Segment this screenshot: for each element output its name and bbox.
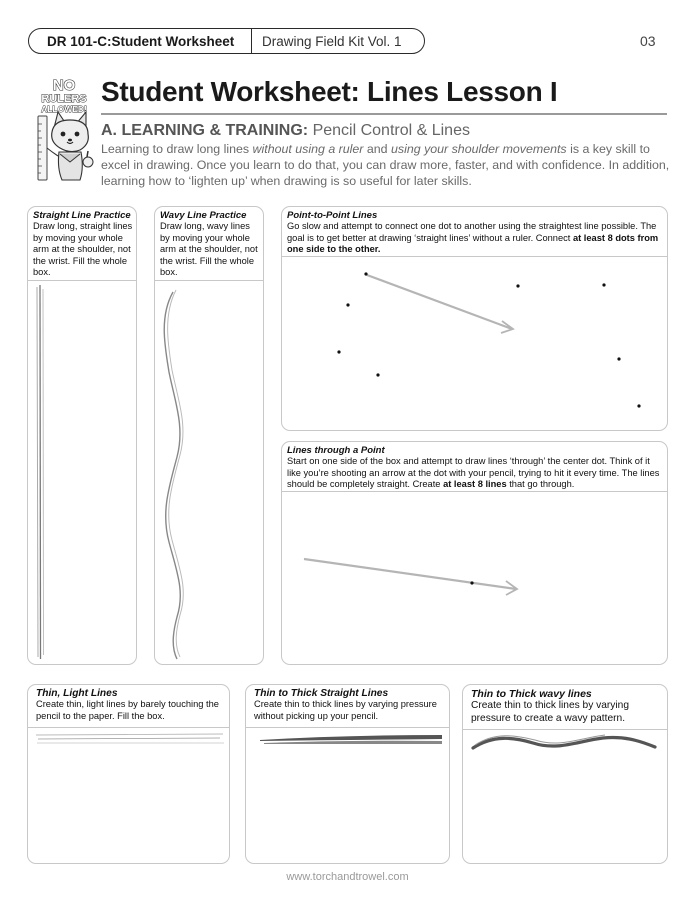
box-title: Straight Line Practice [33, 210, 131, 221]
lines-through-point-box[interactable] [281, 441, 668, 665]
box-title: Thin to Thick Straight Lines [254, 688, 389, 699]
box-instructions: Create thin to thick lines by varying pressure without picking up your pencil. [254, 699, 437, 721]
page-title: Student Worksheet: Lines Lesson I [101, 76, 558, 107]
sample-wavy-lines [155, 207, 265, 666]
wavy-line-practice-box[interactable] [154, 206, 264, 665]
box-title: Wavy Line Practice [160, 210, 247, 221]
intro-text: and [363, 142, 391, 156]
box-instructions: Create thin, light lines by barely touching the pencil to the paper. Fill the box. [36, 699, 219, 721]
dot [617, 357, 620, 360]
dot [346, 303, 349, 306]
box-instructions: Draw long, wavy lines by moving your whole arm at the shoulder, not the wrist. Fill the whole box. [160, 221, 258, 277]
sample-thick-straight-lines [246, 685, 451, 865]
instructions-emphasis: at least 8 dots from one side to the other. [287, 232, 659, 254]
instructions-text: Start on one side of the box and attempt to draw lines ‘through’ the center dot. Think of it like you’re shooting an arrow at the dot with your pencil, trying to hit it every time. The lines should be completely straight. Create [287, 456, 660, 489]
page-number: 03 [640, 33, 656, 49]
section-subtitle: Pencil Control & Lines [312, 122, 470, 139]
dot [602, 283, 605, 286]
intro-emphasis: using your shoulder movements [391, 142, 567, 156]
center-dot [470, 581, 473, 584]
dot [337, 350, 340, 353]
thin-light-lines-box[interactable] [27, 684, 230, 864]
box-title: Point-to-Point Lines [287, 210, 378, 221]
point-to-point-box[interactable] [281, 206, 668, 431]
sign-line: RULERS [41, 93, 87, 105]
dot [376, 373, 379, 376]
box-instructions: Create thin to thick lines by varying pressure to create a wavy pattern. [471, 700, 629, 724]
intro-emphasis: without using a ruler [252, 142, 364, 156]
course-label: DR 101-C:Student Worksheet [47, 33, 235, 49]
title-underline [101, 113, 667, 115]
box-instructions: Draw long, straight lines by moving your whole arm at the shoulder, not the wrist. Fill the whole box. [33, 221, 133, 277]
intro-text: is a key skill to excel in drawing. Once you learn to do that, you can draw more, faster, and with confidence. In addition, learning how to ‘lighten up’ when drawing is so useful for later skills. [101, 142, 670, 188]
dot [516, 284, 519, 287]
sign-line: NO [52, 77, 76, 94]
sign-line: ALLOWED! [41, 104, 87, 114]
sample-straight-lines [28, 207, 138, 666]
thin-to-thick-wavy-box[interactable] [462, 684, 668, 864]
box-title: Thin, Light Lines [36, 688, 118, 699]
sample-thin-lines [28, 685, 231, 865]
header-pill [28, 28, 425, 54]
dot-field [282, 207, 669, 432]
dot [637, 404, 640, 407]
center-dot-field [282, 442, 669, 666]
box-title: Lines through a Point [287, 445, 385, 456]
fox-mascot-icon [32, 76, 96, 184]
straight-line-practice-box[interactable] [27, 206, 137, 665]
section-label: A. LEARNING & TRAINING: [101, 122, 309, 139]
sample-thick-wavy-lines [463, 685, 669, 865]
intro-text: Learning to draw long lines [101, 142, 253, 156]
footer-url[interactable]: www.torchandtrowel.com [286, 871, 409, 883]
instructions-text: that go through. [506, 479, 575, 489]
instructions-text: Go slow and attempt to connect one dot to another using the straightest line possible. The goal is to get better at drawing ‘straight lines’ without a ruler. Connect [287, 221, 657, 243]
dot [364, 272, 367, 275]
thin-to-thick-straight-box[interactable] [245, 684, 450, 864]
kit-label: Drawing Field Kit Vol. 1 [262, 33, 402, 49]
intro-paragraph [101, 141, 673, 189]
box-title: Thin to Thick wavy lines [471, 688, 592, 700]
section-heading [101, 122, 470, 140]
instructions-emphasis: at least 8 lines [443, 479, 507, 489]
